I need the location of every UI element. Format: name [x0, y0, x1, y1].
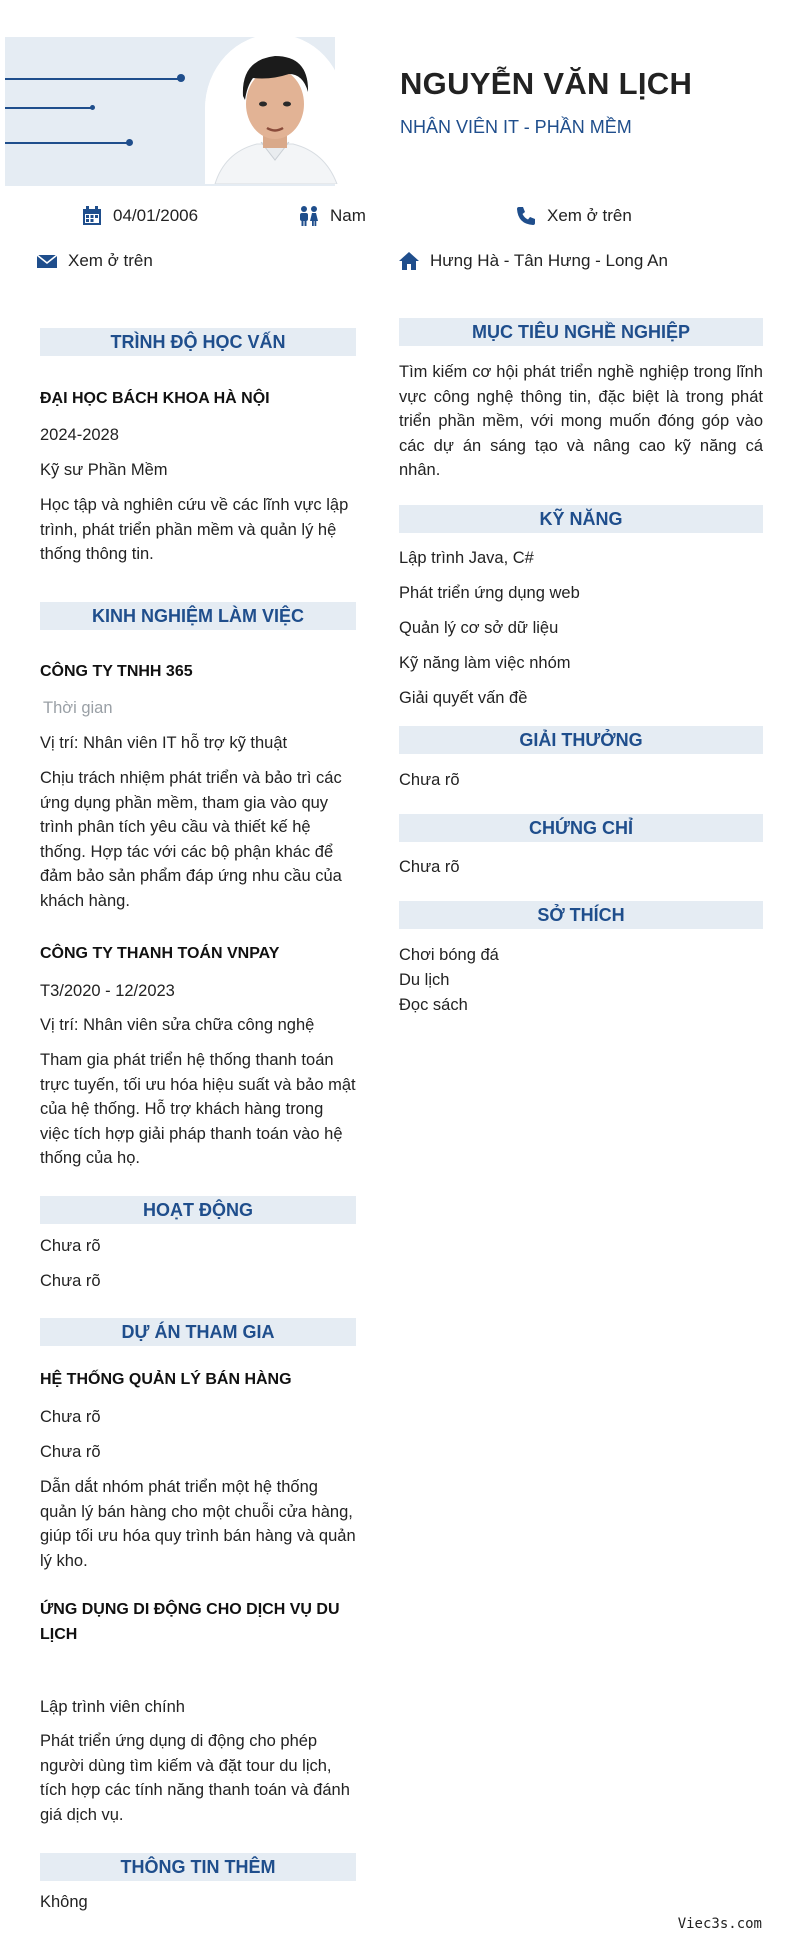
- awards-text: Chưa rõ: [399, 771, 460, 789]
- job-description: Tham gia phát triển hệ thống thanh toán trực tuyến, tối ưu hóa hiệu suất và bảo mật của hệ thống. Hỗ trợ khách hàng trong việc tích hợp giải pháp thanh toán vào hệ thống của họ.: [40, 1051, 356, 1167]
- section-experience-heading: KINH NGHIỆM LÀM VIỆC: [40, 602, 356, 630]
- section-projects-heading: DỰ ÁN THAM GIA: [40, 1318, 356, 1346]
- job-company: CÔNG TY TNHH 365: [40, 663, 193, 680]
- project-role: Lập trình viên chính: [40, 1698, 185, 1716]
- objective-text: Tìm kiếm cơ hội phát triển nghề nghiệp trong lĩnh vực công nghệ thông tin, đặc biệt là trong phát triển phần mềm, với mong muốn đóng góp vào các dự án sáng tạo và nâng cao kỹ năng cá nhân.: [399, 363, 763, 479]
- section-additional-heading: THÔNG TIN THÊM: [40, 1853, 356, 1881]
- activity-item: Chưa rõ: [40, 1272, 101, 1290]
- home-icon: [398, 250, 420, 272]
- phone-value: Xem ở trên: [547, 206, 632, 225]
- hobby-item: Đọc sách: [399, 996, 468, 1014]
- decor-line-1: [5, 78, 181, 80]
- gender-info: [298, 205, 366, 227]
- section-skills-heading: KỸ NĂNG: [399, 505, 763, 533]
- skill-item: Phát triển ứng dụng web: [399, 584, 580, 602]
- project-name: HỆ THỐNG QUẢN LÝ BÁN HÀNG: [40, 1371, 292, 1388]
- decor-line-3: [5, 142, 130, 144]
- watermark: Viec3s.com: [677, 1916, 762, 1932]
- candidate-name: NGUYỄN VĂN LỊCH: [400, 66, 693, 101]
- phone-info: [515, 205, 632, 227]
- job-company: CÔNG TY THANH TOÁN VNPAY: [40, 945, 280, 962]
- skill-item: Kỹ năng làm việc nhóm: [399, 654, 571, 672]
- job-description: Chịu trách nhiệm phát triển và bảo trì các ứng dụng phần mềm, tham gia vào quy trình phân tích yêu cầu và thiết kế hệ thống. Hợp tác với các bộ phận khác để đảm bảo sản phẩm đáp ứng nhu cầu của khách hàng.: [40, 769, 342, 910]
- address-info: [398, 250, 668, 272]
- skill-item: Lập trình Java, C#: [399, 549, 534, 567]
- avatar: [205, 34, 345, 184]
- job-time: T3/2020 - 12/2023: [40, 982, 175, 1000]
- section-education-heading: TRÌNH ĐỘ HỌC VẤN: [40, 328, 356, 356]
- activity-item: Chưa rõ: [40, 1237, 101, 1255]
- hobby-item: Chơi bóng đá: [399, 946, 499, 964]
- project-description: Dẫn dắt nhóm phát triển một hệ thống quản lý bán hàng cho một chuỗi cửa hàng, giúp tối ưu hóa quy trình bán hàng và quản lý kho.: [40, 1478, 356, 1570]
- decor-dot-1: [177, 74, 185, 82]
- people-icon: [298, 205, 320, 227]
- phone-icon: [515, 205, 537, 227]
- job-time: Thời gian: [43, 699, 113, 717]
- education-description: Học tập và nghiên cứu về các lĩnh vực lập trình, phát triển phần mềm và quản lý hệ thống thông tin.: [40, 496, 349, 563]
- project-name: ỨNG DỤNG DI ĐỘNG CHO DỊCH VỤ DU LỊCH: [40, 1601, 340, 1643]
- certificates-text: Chưa rõ: [399, 858, 460, 876]
- gender-value: Nam: [330, 206, 366, 225]
- education-major: Kỹ sư Phần Mềm: [40, 461, 168, 479]
- project-description: Phát triển ứng dụng di động cho phép người dùng tìm kiếm và đặt tour du lịch, tích hợp các tính năng thanh toán và đánh giá dịch vụ.: [40, 1732, 350, 1824]
- decor-dot-2: [90, 105, 95, 110]
- decor-line-2: [5, 107, 93, 109]
- project-detail: Chưa rõ: [40, 1443, 101, 1461]
- email-info: [36, 250, 153, 272]
- address-value: Hưng Hà - Tân Hưng - Long An: [430, 251, 668, 270]
- job-position: Vị trí: Nhân viên sửa chữa công nghệ: [40, 1016, 315, 1034]
- candidate-role: NHÂN VIÊN IT - PHẦN MỀM: [400, 117, 632, 137]
- education-period: 2024-2028: [40, 426, 119, 444]
- job-position: Vị trí: Nhân viên IT hỗ trợ kỹ thuật: [40, 734, 288, 752]
- additional-text: Không: [40, 1893, 88, 1911]
- birthday-value: 04/01/2006: [113, 206, 199, 225]
- calendar-icon: [81, 205, 103, 227]
- section-activities-heading: HOẠT ĐỘNG: [40, 1196, 356, 1224]
- email-value: Xem ở trên: [68, 251, 153, 270]
- hobby-item: Du lịch: [399, 971, 450, 989]
- section-hobbies-heading: SỞ THÍCH: [399, 901, 763, 929]
- envelope-icon: [36, 250, 58, 272]
- birthday-info: [81, 205, 198, 227]
- education-school: ĐẠI HỌC BÁCH KHOA HÀ NỘI: [40, 390, 270, 407]
- skill-item: Giải quyết vấn đề: [399, 689, 528, 707]
- project-detail: Chưa rõ: [40, 1408, 101, 1426]
- section-objective-heading: MỤC TIÊU NGHỀ NGHIỆP: [399, 318, 763, 346]
- section-awards-heading: GIẢI THƯỞNG: [399, 726, 763, 754]
- skill-item: Quản lý cơ sở dữ liệu: [399, 619, 559, 637]
- decor-dot-3: [126, 139, 133, 146]
- section-certificates-heading: CHỨNG CHỈ: [399, 814, 763, 842]
